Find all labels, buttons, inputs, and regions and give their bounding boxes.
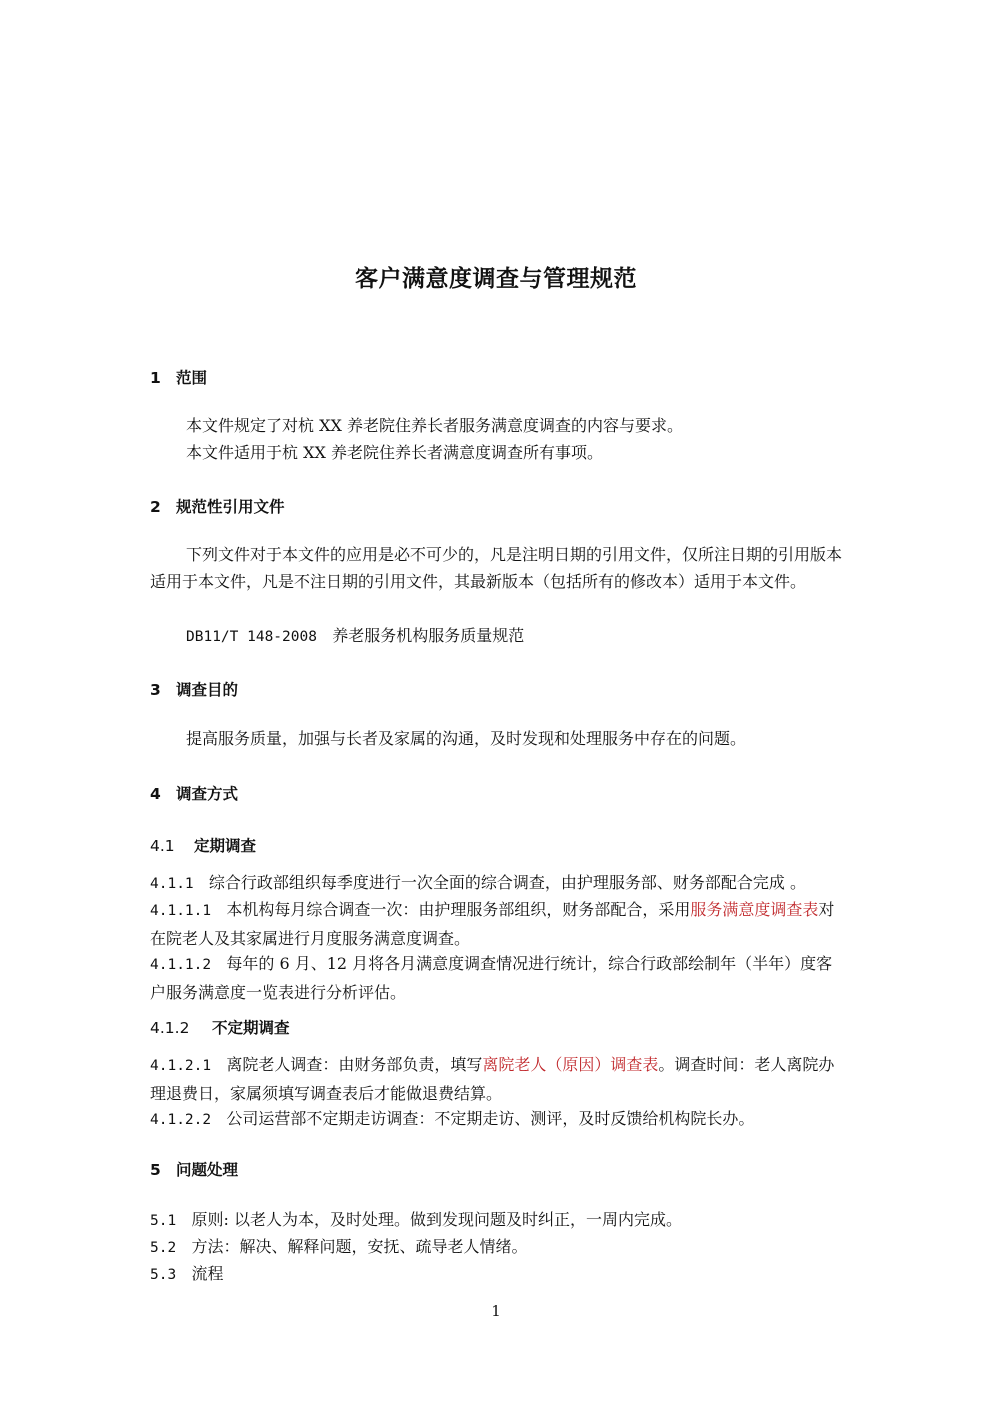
reference-title: 养老服务机构服务质量规范 <box>332 626 525 645</box>
section-title: 问题处理 <box>176 1161 239 1179</box>
subsection-title: 定期调查 <box>194 837 257 855</box>
clause-number: 5.2 <box>150 1240 177 1256</box>
clause-4-1-2-1 <box>150 1051 844 1107</box>
section-3-heading <box>150 678 238 700</box>
clause-text: 离院老人调查：由财务部负责，填写 <box>226 1055 483 1074</box>
reference-code: DB11/T 148-2008 <box>186 629 317 645</box>
paragraph: 本文件适用于杭 XX 养老院住养长者满意度调查所有事项。 <box>186 443 603 462</box>
subsection-4-1-heading <box>150 834 256 856</box>
clause-4-1-1-2 <box>150 950 844 1006</box>
document-title: 客户满意度调查与管理规范 <box>355 266 637 292</box>
section-number: 3 <box>150 681 161 699</box>
section-title: 范围 <box>176 369 208 387</box>
clause-text: 本机构每月综合调查一次：由护理服务部组织，财务部配合，采用 <box>226 900 691 919</box>
paragraph: 下列文件对于本文件的应用是必不可少的，凡是注明日期的引用文件，仅所注日期的引用版本适用于本文件，凡是不注日期的引用文件，其最新版本（包括所有的修改本）适用于本文件。 <box>150 545 843 591</box>
reference-line <box>150 622 844 651</box>
paragraph: 本文件规定了对杭 XX 养老院住养长者服务满意度调查的内容与要求。 <box>186 416 683 435</box>
clause-number: 4.1.1.2 <box>150 957 212 973</box>
clause-text: 流程 <box>191 1264 224 1283</box>
clause-5-2 <box>150 1233 844 1262</box>
section-number: 1 <box>150 369 161 387</box>
section-title: 规范性引用文件 <box>176 498 285 516</box>
clause-5-3 <box>150 1260 844 1289</box>
section-number: 5 <box>150 1161 161 1179</box>
page-number: 1 <box>491 1302 501 1320</box>
section-4-heading <box>150 782 238 804</box>
clause-5-1 <box>150 1206 844 1235</box>
departure-survey-link[interactable]: 离院老人（原因）调查表 <box>482 1055 659 1074</box>
clause-text: 综合行政部组织每季度进行一次全面的综合调查，由护理服务部、财务部配合完成 。 <box>208 873 807 892</box>
survey-form-link[interactable]: 服务满意度调查表 <box>690 900 819 919</box>
clause-text: 每年的 6 月、12 月将各月满意度调查情况进行统计，综合行政部绘制年（半年）度客户服务满意度一览表进行分析评估。 <box>150 954 833 1002</box>
subsection-number: 4.1 <box>150 837 175 855</box>
subsection-title: 不定期调查 <box>212 1019 290 1037</box>
section-1-heading <box>150 366 207 388</box>
section-2-heading <box>150 495 285 517</box>
clause-number: 4.1.2.1 <box>150 1058 212 1074</box>
clause-number: 4.1.1 <box>150 876 194 892</box>
clause-4-1-1-1 <box>150 896 844 952</box>
section-number: 4 <box>150 785 161 803</box>
section-title: 调查目的 <box>176 681 239 699</box>
clause-text: 。调查时间：老人离院办理退费日，家属须填写调查表后才能做退费结算。 <box>150 1055 835 1103</box>
section-title: 调查方式 <box>176 785 239 803</box>
clause-text: 对在院老人及其家属进行月度服务满意度调查。 <box>150 900 835 948</box>
clause-4-1-2-2 <box>150 1105 844 1134</box>
subsection-number: 4.1.2 <box>150 1019 190 1037</box>
clause-text: 原则: 以老人为本，及时处理。做到发现问题及时纠正，一周内完成。 <box>191 1210 682 1229</box>
clause-number: 4.1.2.2 <box>150 1112 212 1128</box>
section-5-heading <box>150 1158 238 1180</box>
clause-text: 公司运营部不定期走访调查：不定期走访、测评，及时反馈给机构院长办。 <box>226 1109 755 1128</box>
section-number: 2 <box>150 498 161 516</box>
clause-number: 5.3 <box>150 1267 177 1283</box>
subsection-4-1-2-heading <box>150 1016 290 1038</box>
clause-number: 4.1.1.1 <box>150 903 212 919</box>
clause-text: 方法：解决、解释问题，安抚、疏导老人情绪。 <box>191 1237 528 1256</box>
clause-4-1-1 <box>150 869 844 898</box>
clause-number: 5.1 <box>150 1213 177 1229</box>
paragraph: 提高服务质量，加强与长者及家属的沟通，及时发现和处理服务中存在的问题。 <box>186 729 747 748</box>
